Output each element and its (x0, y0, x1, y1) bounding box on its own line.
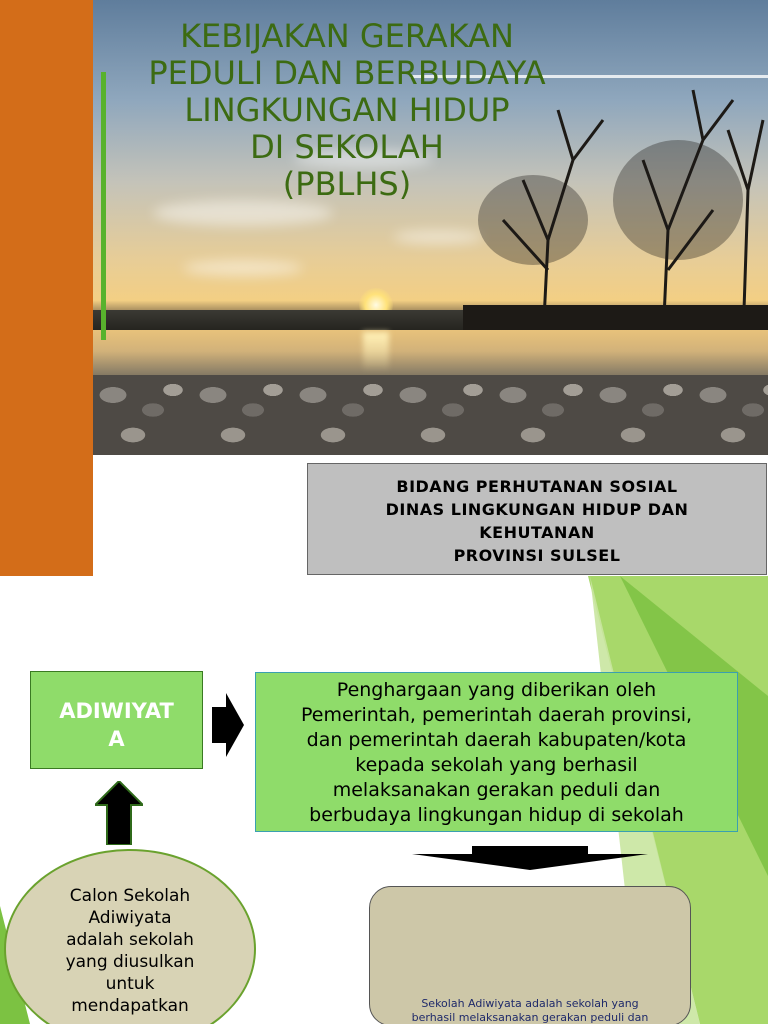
sekolah-adiwiyata-box: Sekolah Adiwiyata adalah sekolah yang berhasil melaksanakan gerakan peduli dan (369, 886, 691, 1024)
content-slide (0, 576, 768, 1024)
orange-accent-bar (0, 0, 93, 576)
slide-title: KEBIJAKAN GERAKAN PEDULI DAN BERBUDAYA LINGKUNGAN HIDUP DI SEKOLAH (PBLHS) (148, 17, 546, 203)
green-vertical-line (101, 72, 106, 340)
rocks-foreground (93, 375, 768, 455)
calon-sekolah-ellipse: Calon Sekolah Adiwiyata adalah sekolah yang diusulkan untuk mendapatkan (4, 849, 256, 1024)
arrow-down-icon (412, 846, 648, 870)
adiwiyata-box: ADIWIYAT A (30, 671, 203, 769)
arrow-up-icon (95, 781, 143, 845)
subtitle-box: BIDANG PERHUTANAN SOSIAL DINAS LINGKUNGAN HIDUP DAN KEHUTANAN PROVINSI SULSEL (307, 463, 767, 575)
adiwiyata-definition-box: Penghargaan yang diberikan oleh Pemerintah, pemerintah daerah provinsi, dan pemerintah daerah kabupaten/kota kepada sekolah yang berhasil melaksanakan gerakan peduli dan berbudaya lingkungan hidup di sekolah (255, 672, 738, 832)
arrow-right-icon (212, 693, 244, 757)
